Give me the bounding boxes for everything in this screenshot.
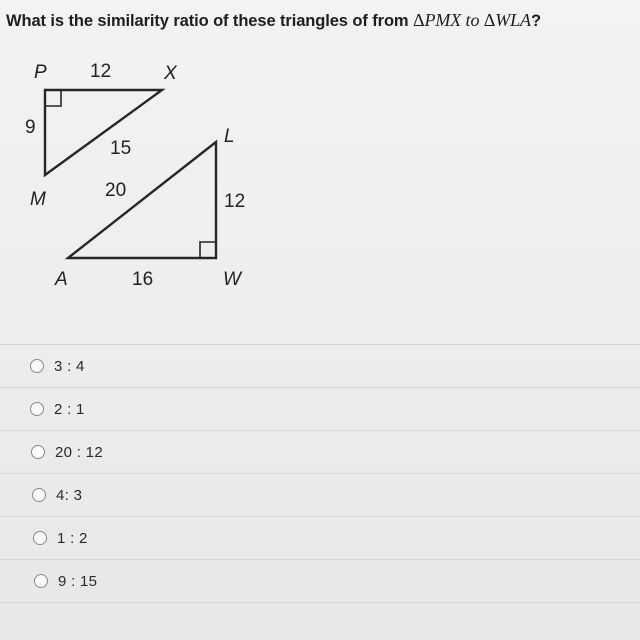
side-label-al: 20	[105, 180, 127, 201]
side-label-aw: 16	[132, 269, 154, 290]
answer-option[interactable]	[0, 430, 640, 473]
right-angle-mark-p	[45, 90, 61, 106]
triangle-symbol-2: Δ	[483, 10, 496, 30]
to-word: to	[461, 10, 484, 30]
answer-option-label: 2 : 1	[54, 400, 85, 418]
question-text	[6, 10, 634, 31]
answer-option-label: 3 : 4	[54, 357, 85, 375]
triangle-name-1: PMX	[424, 10, 462, 30]
vertex-label-m: M	[30, 189, 46, 210]
answer-option-label: 4: 3	[56, 486, 83, 504]
answer-option-label: 20 : 12	[55, 443, 103, 461]
side-label-pm: 9	[25, 117, 36, 138]
side-label-lw: 12	[224, 191, 246, 212]
radio-button[interactable]	[32, 488, 46, 502]
answer-option-label: 9 : 15	[58, 572, 98, 590]
side-label-px: 12	[90, 61, 112, 82]
answer-option[interactable]	[0, 473, 640, 516]
answer-options	[0, 344, 640, 603]
radio-button[interactable]	[34, 574, 48, 588]
radio-button[interactable]	[33, 531, 47, 545]
vertex-label-w: W	[223, 269, 241, 290]
vertex-label-a: A	[55, 269, 68, 290]
answer-option[interactable]	[0, 559, 640, 603]
radio-button[interactable]	[31, 445, 45, 459]
triangles-figure	[0, 40, 320, 300]
radio-button[interactable]	[30, 402, 44, 416]
side-label-mx: 15	[110, 138, 132, 159]
answer-option[interactable]	[0, 387, 640, 430]
answer-option[interactable]	[0, 344, 640, 387]
triangle-wla	[68, 142, 216, 258]
vertex-label-x: X	[164, 63, 177, 84]
right-angle-mark-w	[200, 242, 216, 258]
vertex-label-l: L	[224, 126, 235, 147]
triangle-pmx	[45, 90, 162, 175]
radio-button[interactable]	[30, 359, 44, 373]
answer-option-label: 1 : 2	[57, 529, 88, 547]
question-math	[413, 10, 531, 30]
triangle-symbol-1: Δ	[412, 10, 425, 30]
answer-option[interactable]	[0, 516, 640, 559]
triangle-name-2: WLA	[495, 10, 531, 30]
question-mark: ?	[530, 12, 541, 30]
vertex-label-p: P	[34, 62, 47, 83]
question-prompt: What is the similarity ratio of these triangles of from	[6, 12, 409, 30]
triangles-drawing	[0, 40, 320, 300]
